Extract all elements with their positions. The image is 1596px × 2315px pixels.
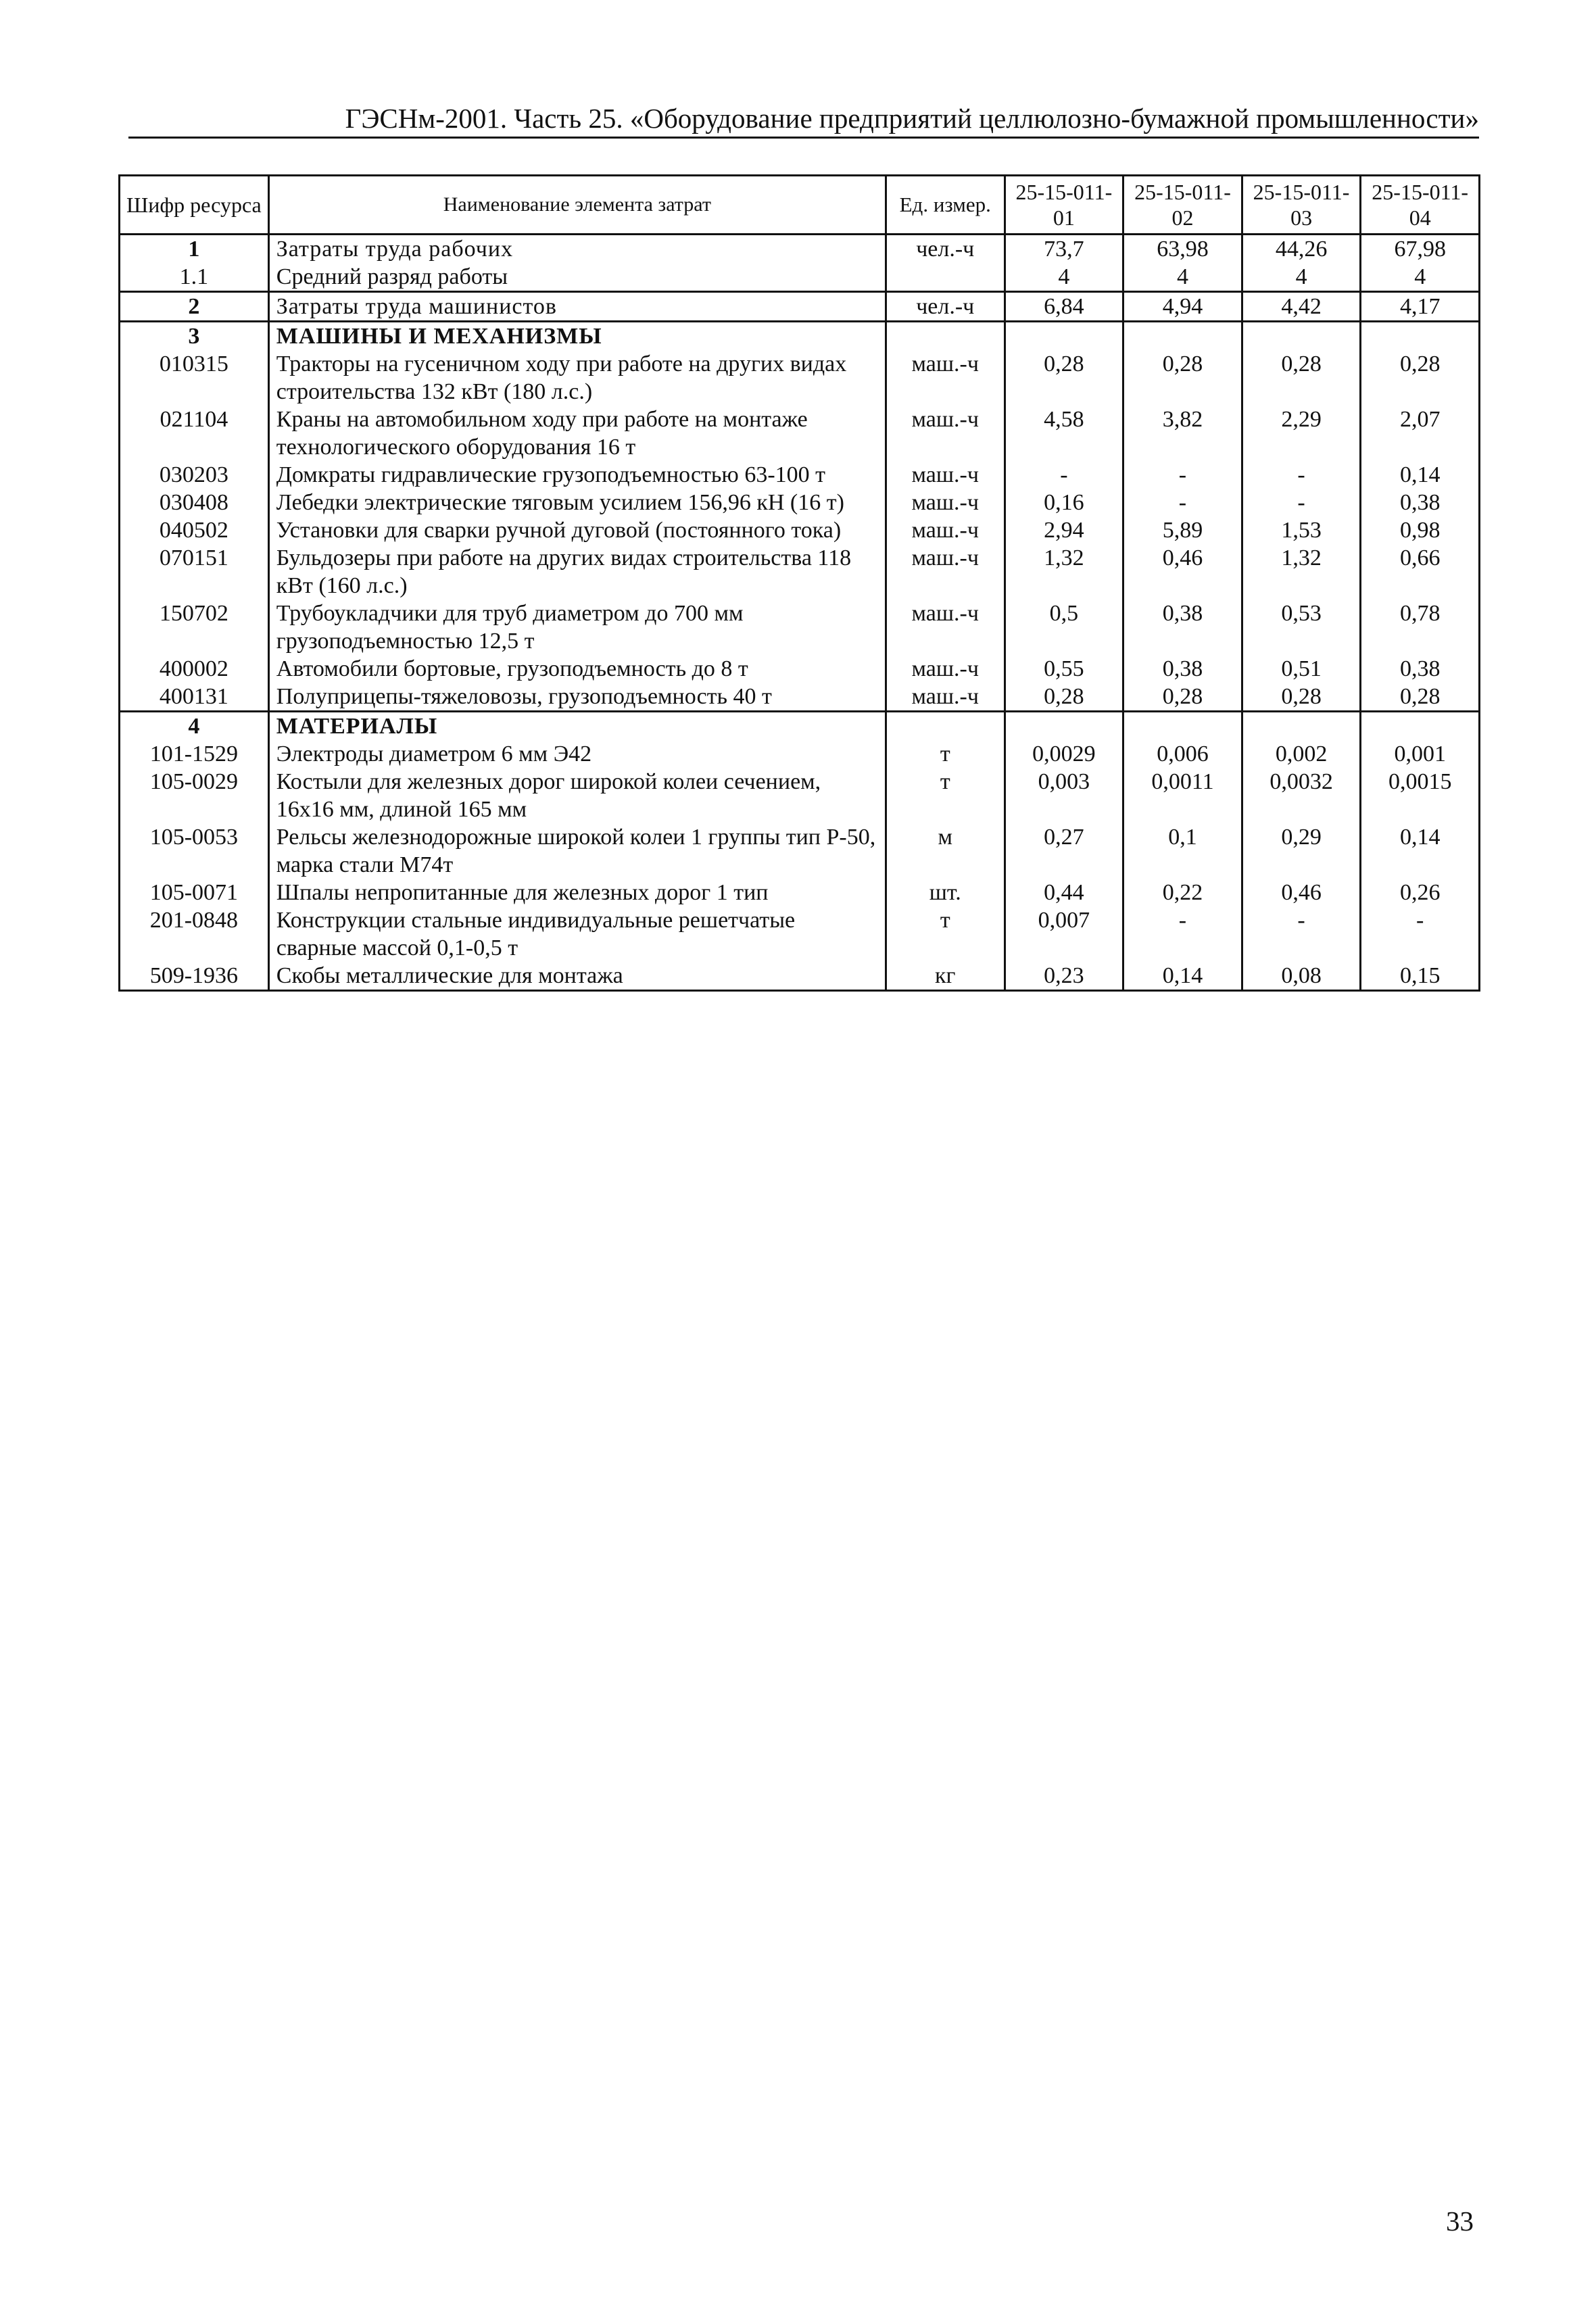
- cell-resource-code: 030203: [120, 461, 269, 489]
- cell-unit: маш.-ч: [886, 461, 1005, 489]
- cell-value-25-15-011-04: 67,98: [1361, 235, 1480, 264]
- cell-value-25-15-011-04: 2,07: [1361, 406, 1480, 461]
- cell-value-25-15-011-03: 0,28: [1242, 350, 1361, 406]
- table-row: [120, 406, 1480, 461]
- cell-value-25-15-011-01: 0,27: [1005, 823, 1123, 879]
- cell-value-25-15-011-01: 1,32: [1005, 544, 1123, 600]
- resource-norms-table: [118, 174, 1480, 992]
- cell-unit: [886, 712, 1005, 741]
- cell-value-25-15-011-03: -: [1242, 489, 1361, 516]
- cell-value-25-15-011-01: 0,44: [1005, 879, 1123, 906]
- cell-resource-code: 2: [120, 292, 269, 322]
- cell-value-25-15-011-04: [1361, 322, 1480, 351]
- cell-resource-code: 105-0053: [120, 823, 269, 879]
- table-row: [120, 600, 1480, 655]
- cell-cost-element-name: Шпалы непропитанные для железных дорог 1 тип: [268, 879, 886, 906]
- cell-value-25-15-011-01: [1005, 712, 1123, 741]
- cell-unit: [886, 263, 1005, 292]
- cell-value-25-15-011-02: -: [1123, 461, 1242, 489]
- cell-unit: маш.-ч: [886, 600, 1005, 655]
- table-row: [120, 683, 1480, 712]
- cell-cost-element-name: Домкраты гидравлические грузоподъемностью 63-100 т: [268, 461, 886, 489]
- cell-value-25-15-011-04: 0,38: [1361, 489, 1480, 516]
- cell-cost-element-name: Автомобили бортовые, грузоподъемность до 8 т: [268, 655, 886, 683]
- table-row: [120, 906, 1480, 962]
- cell-cost-element-name: Затраты труда рабочих: [268, 235, 886, 264]
- cell-unit: [886, 322, 1005, 351]
- cell-value-25-15-011-02: 0,38: [1123, 655, 1242, 683]
- cell-value-25-15-011-01: 4: [1005, 263, 1123, 292]
- cell-value-25-15-011-01: 0,5: [1005, 600, 1123, 655]
- cell-unit: маш.-ч: [886, 655, 1005, 683]
- cell-value-25-15-011-01: 0,55: [1005, 655, 1123, 683]
- cell-value-25-15-011-03: [1242, 322, 1361, 351]
- cell-value-25-15-011-02: 0,14: [1123, 962, 1242, 991]
- cell-cost-element-name: Костыли для железных дорог широкой колеи сечением, 16х16 мм, длиной 165 мм: [268, 768, 886, 823]
- cell-value-25-15-011-01: 0,28: [1005, 350, 1123, 406]
- cell-cost-element-name: МАШИНЫ И МЕХАНИЗМЫ: [268, 322, 886, 351]
- cell-value-25-15-011-03: -: [1242, 906, 1361, 962]
- cell-resource-code: 010315: [120, 350, 269, 406]
- cell-value-25-15-011-03: 4,42: [1242, 292, 1361, 322]
- cell-cost-element-name: Затраты труда машинистов: [268, 292, 886, 322]
- table-row: [120, 544, 1480, 600]
- table-row: [120, 322, 1480, 351]
- cell-value-25-15-011-03: 4: [1242, 263, 1361, 292]
- cell-unit: т: [886, 768, 1005, 823]
- cell-value-25-15-011-03: 44,26: [1242, 235, 1361, 264]
- table-row: [120, 489, 1480, 516]
- cell-unit: чел.-ч: [886, 292, 1005, 322]
- cell-value-25-15-011-02: 0,28: [1123, 350, 1242, 406]
- cell-resource-code: 3: [120, 322, 269, 351]
- cell-value-25-15-011-01: -: [1005, 461, 1123, 489]
- table-row: [120, 235, 1480, 264]
- cell-value-25-15-011-04: 0,28: [1361, 350, 1480, 406]
- cell-unit: маш.-ч: [886, 516, 1005, 544]
- cell-value-25-15-011-03: 2,29: [1242, 406, 1361, 461]
- cell-value-25-15-011-02: 0,38: [1123, 600, 1242, 655]
- cell-cost-element-name: Скобы металлические для монтажа: [268, 962, 886, 991]
- table-header-row: [120, 176, 1480, 235]
- cell-resource-code: 150702: [120, 600, 269, 655]
- header-divider: [128, 137, 1479, 139]
- cell-value-25-15-011-02: 0,0011: [1123, 768, 1242, 823]
- cell-resource-code: 1.1: [120, 263, 269, 292]
- cell-cost-element-name: Краны на автомобильном ходу при работе на монтаже технологического оборудования 16 т: [268, 406, 886, 461]
- cell-value-25-15-011-02: 63,98: [1123, 235, 1242, 264]
- table-row: [120, 350, 1480, 406]
- cell-value-25-15-011-01: 6,84: [1005, 292, 1123, 322]
- cell-value-25-15-011-02: 0,006: [1123, 740, 1242, 768]
- cell-resource-code: 105-0029: [120, 768, 269, 823]
- cell-resource-code: 400002: [120, 655, 269, 683]
- cell-value-25-15-011-02: 4,94: [1123, 292, 1242, 322]
- cell-resource-code: 509-1936: [120, 962, 269, 991]
- cell-value-25-15-011-01: 0,28: [1005, 683, 1123, 712]
- cell-unit: т: [886, 906, 1005, 962]
- cell-resource-code: 021104: [120, 406, 269, 461]
- cell-value-25-15-011-04: 0,26: [1361, 879, 1480, 906]
- table-row: [120, 655, 1480, 683]
- cell-cost-element-name: Конструкции стальные индивидуальные решетчатые сварные массой 0,1-0,5 т: [268, 906, 886, 962]
- cell-cost-element-name: Полуприцепы-тяжеловозы, грузоподъемность 40 т: [268, 683, 886, 712]
- column-header-25-15-011-04: 25-15-011-04: [1361, 176, 1480, 235]
- table-row: [120, 712, 1480, 741]
- cell-unit: шт.: [886, 879, 1005, 906]
- cell-cost-element-name: Установки для сварки ручной дуговой (постоянного тока): [268, 516, 886, 544]
- cell-unit: т: [886, 740, 1005, 768]
- cell-resource-code: 101-1529: [120, 740, 269, 768]
- cell-value-25-15-011-03: 0,53: [1242, 600, 1361, 655]
- cell-value-25-15-011-03: 0,0032: [1242, 768, 1361, 823]
- cell-value-25-15-011-04: 0,001: [1361, 740, 1480, 768]
- cell-value-25-15-011-04: 0,15: [1361, 962, 1480, 991]
- cell-unit: чел.-ч: [886, 235, 1005, 264]
- cell-value-25-15-011-02: -: [1123, 489, 1242, 516]
- cell-value-25-15-011-03: 0,08: [1242, 962, 1361, 991]
- cell-value-25-15-011-02: 3,82: [1123, 406, 1242, 461]
- cell-resource-code: 105-0071: [120, 879, 269, 906]
- cell-value-25-15-011-01: 0,23: [1005, 962, 1123, 991]
- cell-value-25-15-011-01: 0,16: [1005, 489, 1123, 516]
- column-header-code: Шифр ресурса: [120, 176, 269, 235]
- column-header-unit: Ед. измер.: [886, 176, 1005, 235]
- cell-unit: маш.-ч: [886, 350, 1005, 406]
- cell-value-25-15-011-02: [1123, 322, 1242, 351]
- cell-value-25-15-011-04: 4,17: [1361, 292, 1480, 322]
- cell-value-25-15-011-01: 2,94: [1005, 516, 1123, 544]
- cell-value-25-15-011-02: 0,22: [1123, 879, 1242, 906]
- cell-resource-code: 1: [120, 235, 269, 264]
- cell-cost-element-name: Электроды диаметром 6 мм Э42: [268, 740, 886, 768]
- cell-value-25-15-011-04: 0,0015: [1361, 768, 1480, 823]
- cell-unit: маш.-ч: [886, 683, 1005, 712]
- cell-value-25-15-011-04: 0,38: [1361, 655, 1480, 683]
- cell-value-25-15-011-04: 0,78: [1361, 600, 1480, 655]
- cell-value-25-15-011-01: 0,007: [1005, 906, 1123, 962]
- column-header-25-15-011-01: 25-15-011-01: [1005, 176, 1123, 235]
- column-header-25-15-011-02: 25-15-011-02: [1123, 176, 1242, 235]
- cell-value-25-15-011-01: 73,7: [1005, 235, 1123, 264]
- cell-value-25-15-011-03: 0,002: [1242, 740, 1361, 768]
- cell-value-25-15-011-01: [1005, 322, 1123, 351]
- cell-unit: кг: [886, 962, 1005, 991]
- cell-cost-element-name: МАТЕРИАЛЫ: [268, 712, 886, 741]
- cell-value-25-15-011-03: 1,32: [1242, 544, 1361, 600]
- cell-resource-code: 070151: [120, 544, 269, 600]
- cell-value-25-15-011-02: 5,89: [1123, 516, 1242, 544]
- column-header-25-15-011-03: 25-15-011-03: [1242, 176, 1361, 235]
- cell-value-25-15-011-03: 0,28: [1242, 683, 1361, 712]
- table-row: [120, 768, 1480, 823]
- cell-cost-element-name: Рельсы железнодорожные широкой колеи 1 группы тип Р-50, марка стали М74т: [268, 823, 886, 879]
- cell-unit: м: [886, 823, 1005, 879]
- cell-resource-code: 030408: [120, 489, 269, 516]
- table-row: [120, 516, 1480, 544]
- cell-value-25-15-011-04: 0,14: [1361, 461, 1480, 489]
- table-row: [120, 879, 1480, 906]
- table-row: [120, 823, 1480, 879]
- cell-cost-element-name: Лебедки электрические тяговым усилием 156,96 кН (16 т): [268, 489, 886, 516]
- table-row: [120, 263, 1480, 292]
- cell-cost-element-name: Трубоукладчики для труб диаметром до 700 мм грузоподъемностью 12,5 т: [268, 600, 886, 655]
- cell-resource-code: 400131: [120, 683, 269, 712]
- table-row: [120, 740, 1480, 768]
- cell-unit: маш.-ч: [886, 406, 1005, 461]
- table-row: [120, 461, 1480, 489]
- cell-value-25-15-011-04: -: [1361, 906, 1480, 962]
- cell-value-25-15-011-01: 0,003: [1005, 768, 1123, 823]
- cell-value-25-15-011-04: 0,66: [1361, 544, 1480, 600]
- cell-resource-code: 040502: [120, 516, 269, 544]
- cell-unit: маш.-ч: [886, 489, 1005, 516]
- cell-cost-element-name: Средний разряд работы: [268, 263, 886, 292]
- page-number: 33: [1446, 2206, 1474, 2237]
- cell-value-25-15-011-04: 0,14: [1361, 823, 1480, 879]
- cell-value-25-15-011-03: -: [1242, 461, 1361, 489]
- cell-value-25-15-011-03: 0,46: [1242, 879, 1361, 906]
- cell-resource-code: 201-0848: [120, 906, 269, 962]
- table-row: [120, 962, 1480, 991]
- cell-value-25-15-011-04: [1361, 712, 1480, 741]
- table-body: [120, 235, 1480, 991]
- cell-value-25-15-011-02: -: [1123, 906, 1242, 962]
- cell-value-25-15-011-02: 0,46: [1123, 544, 1242, 600]
- cell-value-25-15-011-01: 0,0029: [1005, 740, 1123, 768]
- cell-resource-code: 4: [120, 712, 269, 741]
- cell-value-25-15-011-02: [1123, 712, 1242, 741]
- column-header-name: Наименование элемента затрат: [268, 176, 886, 235]
- cell-value-25-15-011-03: [1242, 712, 1361, 741]
- cell-value-25-15-011-04: 0,98: [1361, 516, 1480, 544]
- cell-value-25-15-011-02: 4: [1123, 263, 1242, 292]
- cell-value-25-15-011-01: 4,58: [1005, 406, 1123, 461]
- cell-value-25-15-011-04: 4: [1361, 263, 1480, 292]
- cell-value-25-15-011-02: 0,1: [1123, 823, 1242, 879]
- cell-cost-element-name: Тракторы на гусеничном ходу при работе на других видах строительства 132 кВт (180 л.с.): [268, 350, 886, 406]
- cell-value-25-15-011-03: 1,53: [1242, 516, 1361, 544]
- cell-value-25-15-011-03: 0,29: [1242, 823, 1361, 879]
- cell-cost-element-name: Бульдозеры при работе на других видах строительства 118 кВт (160 л.с.): [268, 544, 886, 600]
- table-row: [120, 292, 1480, 322]
- page-header-title: ГЭСНм-2001. Часть 25. «Оборудование предприятий целлюлозно-бумажной промышленности»: [345, 103, 1479, 134]
- cell-value-25-15-011-02: 0,28: [1123, 683, 1242, 712]
- cell-value-25-15-011-04: 0,28: [1361, 683, 1480, 712]
- cell-value-25-15-011-03: 0,51: [1242, 655, 1361, 683]
- cell-unit: маш.-ч: [886, 544, 1005, 600]
